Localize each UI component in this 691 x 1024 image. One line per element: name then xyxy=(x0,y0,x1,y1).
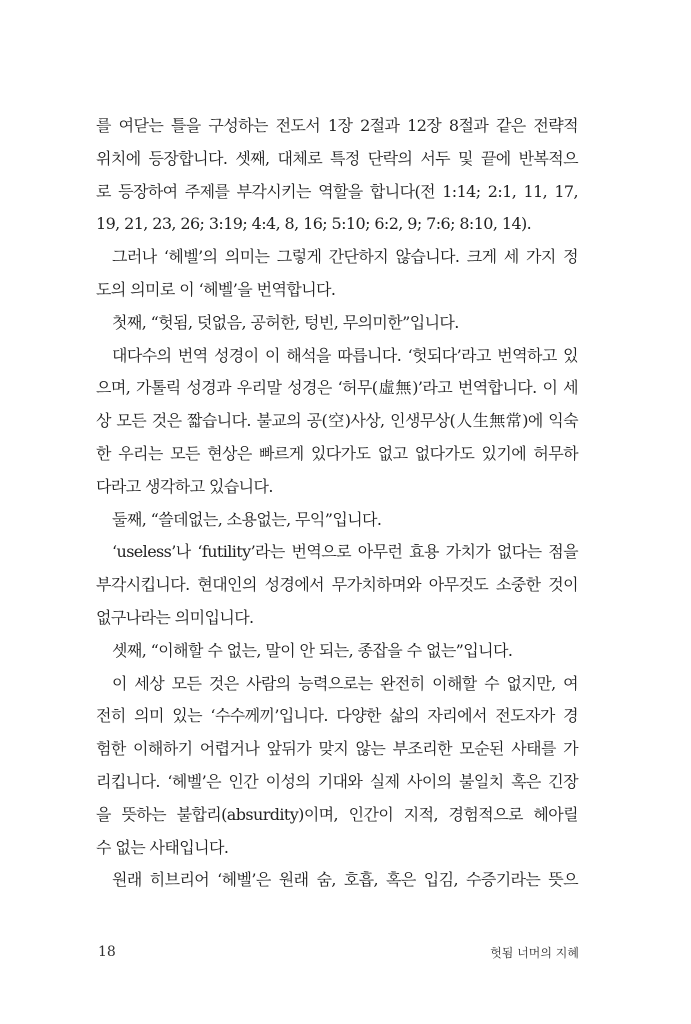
text-line: 수 없는 사태입니다. xyxy=(96,837,229,857)
text-line: 한 우리는 모든 현상은 빠르게 있다가도 없고 없다가도 있기에 허무하 xyxy=(96,443,578,463)
text-line: 없구나라는 의미입니다. xyxy=(96,607,254,627)
text-line: 를 여닫는 틀을 구성하는 전도서 1장 2절과 12장 8절과 같은 전략적 xyxy=(96,116,578,135)
text-line: 리킵니다. ‘헤벨’은 인간 이성의 기대와 실제 사이의 불일치 혹은 긴장 xyxy=(96,771,578,791)
text-line: 험한 이해하기 어렵거나 앞뒤가 맞지 않는 부조리한 모순된 사태를 가 xyxy=(96,739,578,759)
text-line: 상 모든 것은 짧습니다. 불교의 공(空)사상, 인생무상(人生無常)에 익숙 xyxy=(96,411,578,431)
text-line: 첫째, “헛됨, 덧없음, 공허한, 텅빈, 무의미한”입니다. xyxy=(112,312,459,332)
text-line: 부각시킵니다. 현대인의 성경에서 무가치하며와 아무것도 소중한 것이 xyxy=(96,575,578,595)
text-line: 원래 히브리어 ‘헤벨’은 원래 숨, 호흡, 혹은 입김, 수증기라는 뜻으 xyxy=(112,870,578,890)
text-line: 전히 의미 있는 ‘수수께끼’입니다. 다양한 삶의 자리에서 전도자가 경 xyxy=(96,706,578,726)
text-line: ‘useless’나 ‘futility’라는 번역으로 아무런 효용 가치가 없다는 점을 xyxy=(112,542,578,562)
text-line: 로 등장하여 주제를 부각시키는 역할을 합니다(전 1:14; 2:1, 11, 17, xyxy=(96,181,578,201)
text-line: 으며, 가톨릭 성경과 우리말 성경은 ‘허무(虛無)’라고 번역합니다. 이 세 xyxy=(96,378,578,398)
text-line: 이 세상 모든 것은 사람의 능력으로는 완전히 이해할 수 없지만, 여 xyxy=(112,673,578,693)
running-title: 헛됨 너머의 지혜 xyxy=(490,946,579,960)
text-line: 을 뜻하는 불합리(absurdity)이며, 인간이 지적, 경험적으로 헤아릴 xyxy=(96,804,578,824)
text-line: 그러나 ‘헤벨’의 의미는 그렇게 간단하지 않습니다. 크게 세 가지 정 xyxy=(112,247,578,267)
page-number: 18 xyxy=(98,944,116,960)
text-line: 다라고 생각하고 있습니다. xyxy=(96,476,273,496)
body-text xyxy=(96,110,578,897)
text-line: 대다수의 번역 성경이 이 해석을 따릅니다. ‘헛되다’라고 번역하고 있 xyxy=(112,345,578,365)
text-line: 셋째, “이해할 수 없는, 말이 안 되는, 종잡을 수 없는”입니다. xyxy=(112,640,513,660)
text-line: 위치에 등장합니다. 셋째, 대체로 특정 단락의 서두 및 끝에 반복적으 xyxy=(96,148,578,168)
text-line: 도의 의미로 이 ‘헤벨’을 번역합니다. xyxy=(96,279,336,299)
text-line: 둘째, “쓸데없는, 소용없는, 무익”입니다. xyxy=(112,509,382,529)
text-line: 19, 21, 23, 26; 3:19; 4:4, 8, 16; 5:10; 6:2, 9; 7:6; 8:10, 14). xyxy=(96,214,532,234)
